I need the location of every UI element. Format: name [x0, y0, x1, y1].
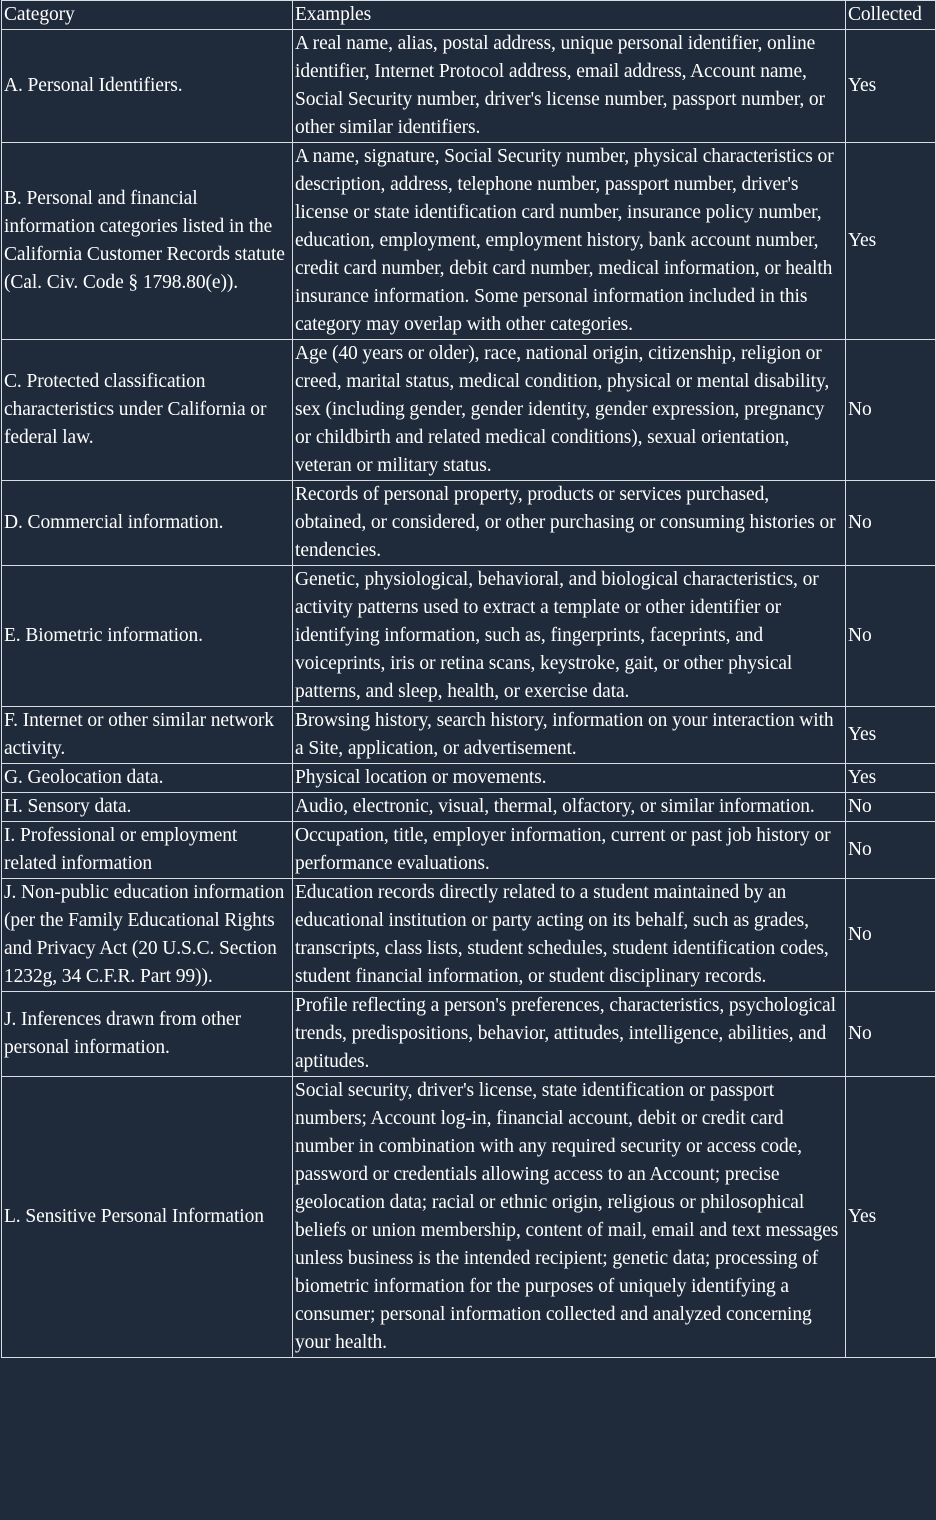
table-row: [2, 1077, 936, 1358]
collected-cell: No: [846, 822, 936, 879]
category-cell: G. Geolocation data.: [2, 764, 293, 793]
collected-cell: Yes: [846, 764, 936, 793]
table-row: [2, 793, 936, 822]
examples-cell: A real name, alias, postal address, unique personal identifier, online identifier, Internet Protocol address, email address, Account name, Social Security number, driver's license number, passport number, or other similar identifiers.: [293, 30, 846, 143]
examples-cell: Records of personal property, products or services purchased, obtained, or considered, or other purchasing or consuming histories or tendencies.: [293, 481, 846, 566]
category-cell: J. Inferences drawn from other personal information.: [2, 992, 293, 1077]
table-row: [2, 143, 936, 340]
category-cell: D. Commercial information.: [2, 481, 293, 566]
table-row: [2, 764, 936, 793]
category-cell: A. Personal Identifiers.: [2, 30, 293, 143]
examples-cell: Occupation, title, employer information, current or past job history or performance evaluations.: [293, 822, 846, 879]
collected-cell: No: [846, 340, 936, 481]
examples-header: Examples: [293, 1, 846, 30]
examples-cell: A name, signature, Social Security number, physical characteristics or description, address, telephone number, passport number, driver's license or state identification card number, insurance policy number, education, employment, employment history, bank account number, credit card number, debit card number, medical information, or health insurance information. Some personal information included in this category may overlap with other categories.: [293, 143, 846, 340]
category-cell: J. Non-public education information (per the Family Educational Rights and Privacy Act (20 U.S.C. Section 1232g, 34 C.F.R. Part 99)).: [2, 879, 293, 992]
collected-cell: No: [846, 992, 936, 1077]
table-row: [2, 566, 936, 707]
collected-cell: Yes: [846, 1077, 936, 1358]
category-cell: B. Personal and financial information categories listed in the California Customer Records statute (Cal. Civ. Code § 1798.80(e)).: [2, 143, 293, 340]
collected-cell: No: [846, 566, 936, 707]
personal-information-table: [1, 0, 936, 1358]
category-cell: E. Biometric information.: [2, 566, 293, 707]
category-header: Category: [2, 1, 293, 30]
examples-cell: Age (40 years or older), race, national origin, citizenship, religion or creed, marital status, medical condition, physical or mental disability, sex (including gender, gender identity, gender expression, pregnancy or childbirth and related medical conditions), sexual orientation, veteran or military status.: [293, 340, 846, 481]
category-cell: F. Internet or other similar network activity.: [2, 707, 293, 764]
table-row: [2, 822, 936, 879]
table-row: [2, 481, 936, 566]
collected-cell: Yes: [846, 30, 936, 143]
examples-cell: Physical location or movements.: [293, 764, 846, 793]
table-row: [2, 879, 936, 992]
collected-cell: Yes: [846, 707, 936, 764]
header-row: [2, 1, 936, 30]
table-row: [2, 992, 936, 1077]
category-cell: H. Sensory data.: [2, 793, 293, 822]
collected-header: Collected: [846, 1, 936, 30]
examples-cell: Audio, electronic, visual, thermal, olfactory, or similar information.: [293, 793, 846, 822]
examples-cell: Genetic, physiological, behavioral, and biological characteristics, or activity patterns used to extract a template or other identifier or identifying information, such as, fingerprints, faceprints, and voiceprints, iris or retina scans, keystroke, gait, or other physical patterns, and sleep, health, or exercise data.: [293, 566, 846, 707]
collected-cell: No: [846, 481, 936, 566]
collected-cell: Yes: [846, 143, 936, 340]
category-cell: L. Sensitive Personal Information: [2, 1077, 293, 1358]
examples-cell: Social security, driver's license, state identification or passport numbers; Account log-in, financial account, debit or credit card number in combination with any required security or access code, password or credentials allowing access to an Account; precise geolocation data; racial or ethnic origin, religious or philosophical beliefs or union membership, content of mail, email and text messages unless business is the intended recipient; genetic data; processing of biometric information for the purposes of uniquely identifying a consumer; personal information collected and analyzed concerning your health.: [293, 1077, 846, 1358]
collected-cell: No: [846, 793, 936, 822]
category-cell: I. Professional or employment related information: [2, 822, 293, 879]
examples-cell: Education records directly related to a student maintained by an educational institution or party acting on its behalf, such as grades, transcripts, class lists, student schedules, student identification codes, student financial information, or student disciplinary records.: [293, 879, 846, 992]
examples-cell: Profile reflecting a person's preferences, characteristics, psychological trends, predispositions, behavior, attitudes, intelligence, abilities, and aptitudes.: [293, 992, 846, 1077]
table-row: [2, 340, 936, 481]
table-row: [2, 707, 936, 764]
examples-cell: Browsing history, search history, information on your interaction with a Site, application, or advertisement.: [293, 707, 846, 764]
table-row: [2, 30, 936, 143]
collected-cell: No: [846, 879, 936, 992]
category-cell: C. Protected classification characteristics under California or federal law.: [2, 340, 293, 481]
